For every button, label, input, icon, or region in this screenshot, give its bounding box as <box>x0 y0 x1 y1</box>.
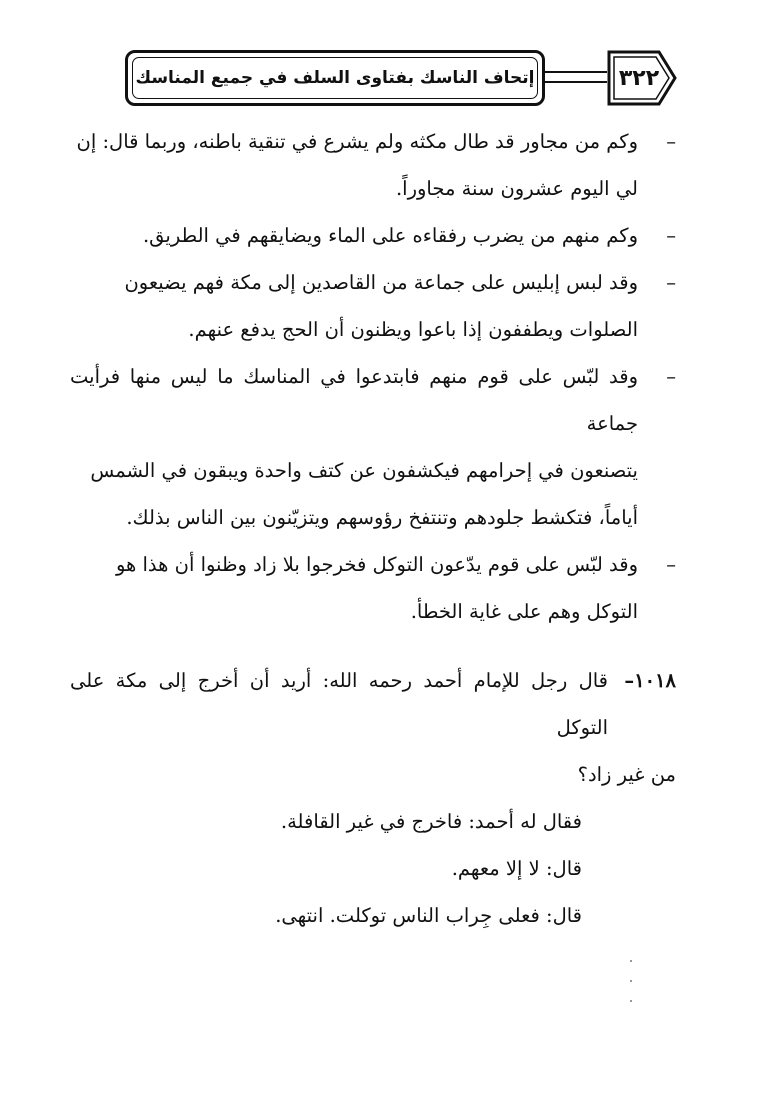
entry-number: ١٠١٨– <box>624 669 676 692</box>
text-line: من غير زاد؟ <box>577 763 676 786</box>
header-connector-line <box>545 71 607 83</box>
bullet-paragraph <box>70 353 676 541</box>
bullet-paragraph <box>70 118 676 212</box>
running-title-inner-frame <box>132 57 538 99</box>
text-line: الصلوات ويطففون إذا باعوا ويظنون أن الحج يدفع عنهم. <box>188 318 638 341</box>
dialog-line: فقال له أحمد: فاخرج في غير القافلة. <box>280 810 582 833</box>
dialog-line: قال: فعلى جِراب الناس توكلت. انتهى. <box>275 904 582 927</box>
bullet-dash: – <box>666 365 676 388</box>
text-line: وقد لبس إبليس على جماعة من القاصدين إلى مكة فهم يضيعون <box>124 271 638 294</box>
text-line: وقد لبّس على قوم منهم فابتدعوا في المناسك ما ليس منها فرأيت جماعة <box>70 365 638 435</box>
page-header <box>125 48 675 110</box>
numbered-entry <box>70 657 676 939</box>
text-line: وكم منهم من يضرب رفقاءه على الماء ويضايقهم في الطريق. <box>142 224 638 247</box>
bullet-dash: – <box>666 271 676 294</box>
running-title-frame <box>125 50 545 106</box>
bullet-dash: – <box>666 224 676 247</box>
text-line: وكم من مجاور قد طال مكثه ولم يشرع في تنقية باطنه، وربما قال: إن <box>76 130 638 153</box>
dialog-line: قال: لا إلا معهم. <box>451 857 582 880</box>
text-line: التوكل وهم على غاية الخطأ. <box>410 600 638 623</box>
text-line: قال رجل للإمام أحمد رحمه الله: أريد أن أخرج إلى مكة على التوكل <box>70 669 608 739</box>
page-number-box <box>607 50 679 106</box>
text-line: وقد لبّس على قوم يدّعون التوكل فخرجوا بلا زاد وظنوا أن هذا هو <box>115 553 638 576</box>
bullet-dash: – <box>666 130 676 153</box>
page-number: ٣٢٢ <box>618 65 660 91</box>
bullet-dash: – <box>666 553 676 576</box>
text-line: لي اليوم عشرون سنة مجاوراً. <box>395 177 638 200</box>
text-line: أياماً، فتكشط جلودهم وتنتفخ رؤوسهم ويتزيّنون بين الناس بذلك. <box>126 506 638 529</box>
bullet-paragraph <box>70 541 676 635</box>
page-body <box>70 118 676 939</box>
bullet-paragraph <box>70 212 676 259</box>
text-line: يتصنعون في إحرامهم فيكشفون عن كتف واحدة ويبقون في الشمس <box>90 459 638 482</box>
bullet-paragraph <box>70 259 676 353</box>
scan-specks <box>630 960 632 1020</box>
running-title: إتحاف الناسك بفتاوى السلف في جميع المناسك <box>135 68 535 88</box>
